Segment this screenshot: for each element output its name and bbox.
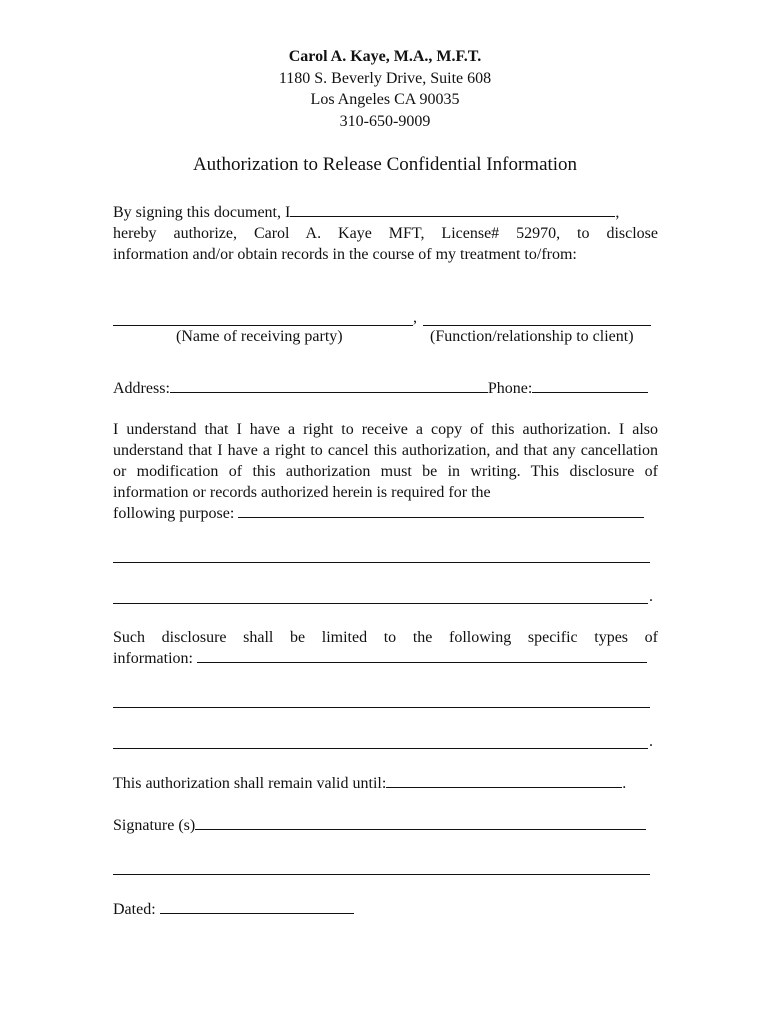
signature-row xyxy=(113,815,658,836)
purpose-row xyxy=(113,503,658,524)
intro-comma: , xyxy=(615,204,620,221)
information-field[interactable] xyxy=(197,648,647,663)
purpose-line-2[interactable] xyxy=(113,562,650,563)
purpose-line-3[interactable] xyxy=(113,603,648,604)
purpose-label: following purpose: xyxy=(113,505,235,522)
dated-field[interactable] xyxy=(160,899,354,914)
valid-until-field[interactable] xyxy=(386,773,622,788)
rights-paragraph: I understand that I have a right to receive a copy of this authorization. I also understand that I have a right to cancel this authorization, and that any cancellation or modification of this authorization must be in writing. This disclosure of information or records authorized herein is required for the xyxy=(113,421,658,501)
intro-line-1 xyxy=(113,202,658,223)
receiving-party-label: (Name of receiving party) xyxy=(176,328,343,345)
signature-field[interactable] xyxy=(195,815,646,830)
form-title: Authorization to Release Confidential Information xyxy=(192,154,578,175)
signature-line-2[interactable] xyxy=(113,874,650,875)
purpose-period: . xyxy=(649,588,653,605)
intro-line-2: hereby authorize, Carol A. Kaye MFT, License# 52970, to disclose xyxy=(113,225,658,242)
limited-paragraph: Such disclosure shall be limited to the following specific types of xyxy=(113,629,658,646)
intro-line-3: information and/or obtain records in the course of my treatment to/from: xyxy=(113,246,577,263)
information-label: information: xyxy=(113,650,193,667)
party-comma: , xyxy=(413,309,417,326)
information-line-3[interactable] xyxy=(113,748,648,749)
valid-until-label: This authorization shall remain valid until: xyxy=(113,775,387,792)
purpose-field[interactable] xyxy=(238,503,644,518)
valid-until-period: . xyxy=(622,775,627,792)
phone-field[interactable] xyxy=(532,378,648,393)
office-phone: 310-650-9009 xyxy=(339,113,431,130)
information-period: . xyxy=(649,733,653,750)
dated-label: Dated: xyxy=(113,901,156,918)
function-relationship-label: (Function/relationship to client) xyxy=(430,328,634,345)
address-line-2: Los Angeles CA 90035 xyxy=(310,91,460,108)
information-line-2[interactable] xyxy=(113,707,650,708)
therapist-name: Carol A. Kaye, M.A., M.F.T. xyxy=(288,48,482,65)
address-phone-row xyxy=(113,378,658,399)
intro-text: By signing this document, I xyxy=(113,204,291,221)
address-label: Address: xyxy=(113,380,170,397)
signature-label: Signature (s) xyxy=(113,817,196,834)
dated-row xyxy=(113,899,658,920)
client-name-field[interactable] xyxy=(290,202,615,217)
address-line-1: 1180 S. Beverly Drive, Suite 608 xyxy=(278,70,492,87)
valid-until-row xyxy=(113,773,658,794)
phone-label: Phone: xyxy=(487,380,533,397)
information-row xyxy=(113,648,658,669)
function-relationship-field[interactable] xyxy=(423,325,651,326)
address-field[interactable] xyxy=(170,378,488,393)
receiving-party-field[interactable] xyxy=(113,325,413,326)
